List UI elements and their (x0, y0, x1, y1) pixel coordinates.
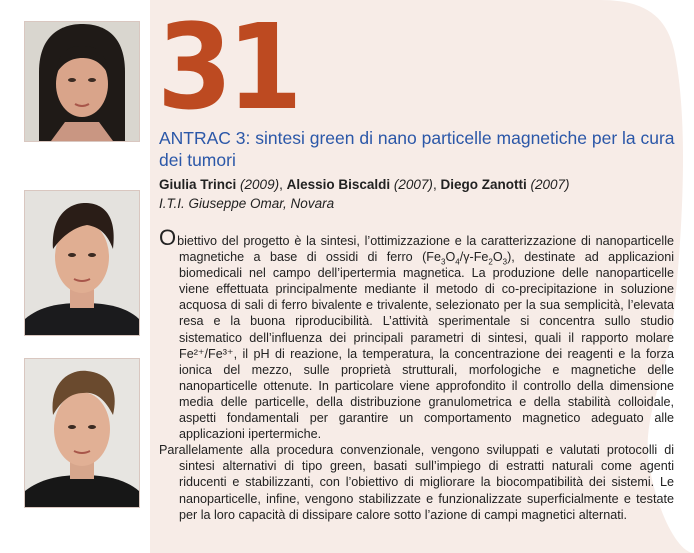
author-year-3: (2007) (530, 177, 570, 192)
author-year-1: (2009) (240, 177, 280, 192)
author-year-2: (2007) (393, 177, 433, 192)
formula-part: O (445, 250, 456, 265)
page-number: 31 (157, 0, 298, 136)
drop-cap: O (159, 225, 178, 250)
author-photo-3 (24, 358, 140, 508)
school-name: I.T.I. Giuseppe Omar, Novara (159, 196, 335, 211)
formula-sub: 3 (502, 257, 508, 267)
paragraph-1 (159, 225, 674, 442)
article-body (159, 225, 674, 523)
article-title: ANTRAC 3: sintesi green di nano particelle magnetiche per la cura dei tumori (159, 128, 675, 170)
paragraph-1-start: biettivo del progetto è la sintesi, l’ottimizzazione e la caratterizzazione di nanoparticelle magnetiche a base di ossidi di ferro (Fe (177, 234, 674, 265)
author-photo-1 (24, 21, 140, 142)
paragraph-2: Parallelamente alla procedura convenzionale, vengono sviluppati e valutati protocolli di sintesi alternativi di tipo green, basati sull’impiego di estratti naturali come agenti riducenti e stabilizzanti, con l’obiettivo di migliorare la biocompatibilità dei sistemi. Le nanoparticelle, infine, vengono stabilizzate e funzionalizzate superficialmente e testate per la loro capacità di dissipare calore sotto l’azione di campi magnetici alternati. (159, 443, 674, 522)
paragraph-1-rest: ), destinate ad applicazioni biomedicali nel campo dell’ipertermia magnetica. La produzione delle nanoparticelle viene effettuata principalmente mediante il metodo di co-precipitazione in soluzione acquosa di sali di ferro bivalente e trivalente, selezionato per la sua semplicità, l’elevata resa e la buona riproducibilità. L’attività sperimentale si concentra sullo studio sistematico dell’influenza dei principali parametri di sintesi, quali il rapporto molare Fe²⁺/Fe³⁺, il pH di reazione, la temperatura, la concentrazione dei reagenti e la forza ionica del mezzo, sulle proprietà strutturali, morfologiche e magnetiche delle nanoparticelle ottenute. In particolare viene approfondito il controllo della dimensione media delle particelle, della distribuzione granulometrica e della stabilità colloidale, aspetti fondamentali per garantire un comportamento magnetico adeguato alle applicazioni ipertermiche. (179, 250, 674, 442)
author-name-1: Giulia Trinci (159, 177, 237, 192)
author-name-2: Alessio Biscaldi (286, 177, 391, 192)
formula-sub: 3 (441, 257, 446, 267)
formula-part: O (492, 250, 503, 265)
formula-part: /γ-Fe (459, 250, 489, 265)
formula-sub: 2 (488, 257, 493, 267)
author-name-3: Diego Zanotti (440, 177, 527, 192)
formula-sub: 4 (455, 257, 460, 267)
author-photo-2 (24, 190, 140, 336)
authors-line: Giulia Trinci (2009), Alessio Biscaldi (2007), Diego Zanotti (2007) (159, 177, 570, 192)
